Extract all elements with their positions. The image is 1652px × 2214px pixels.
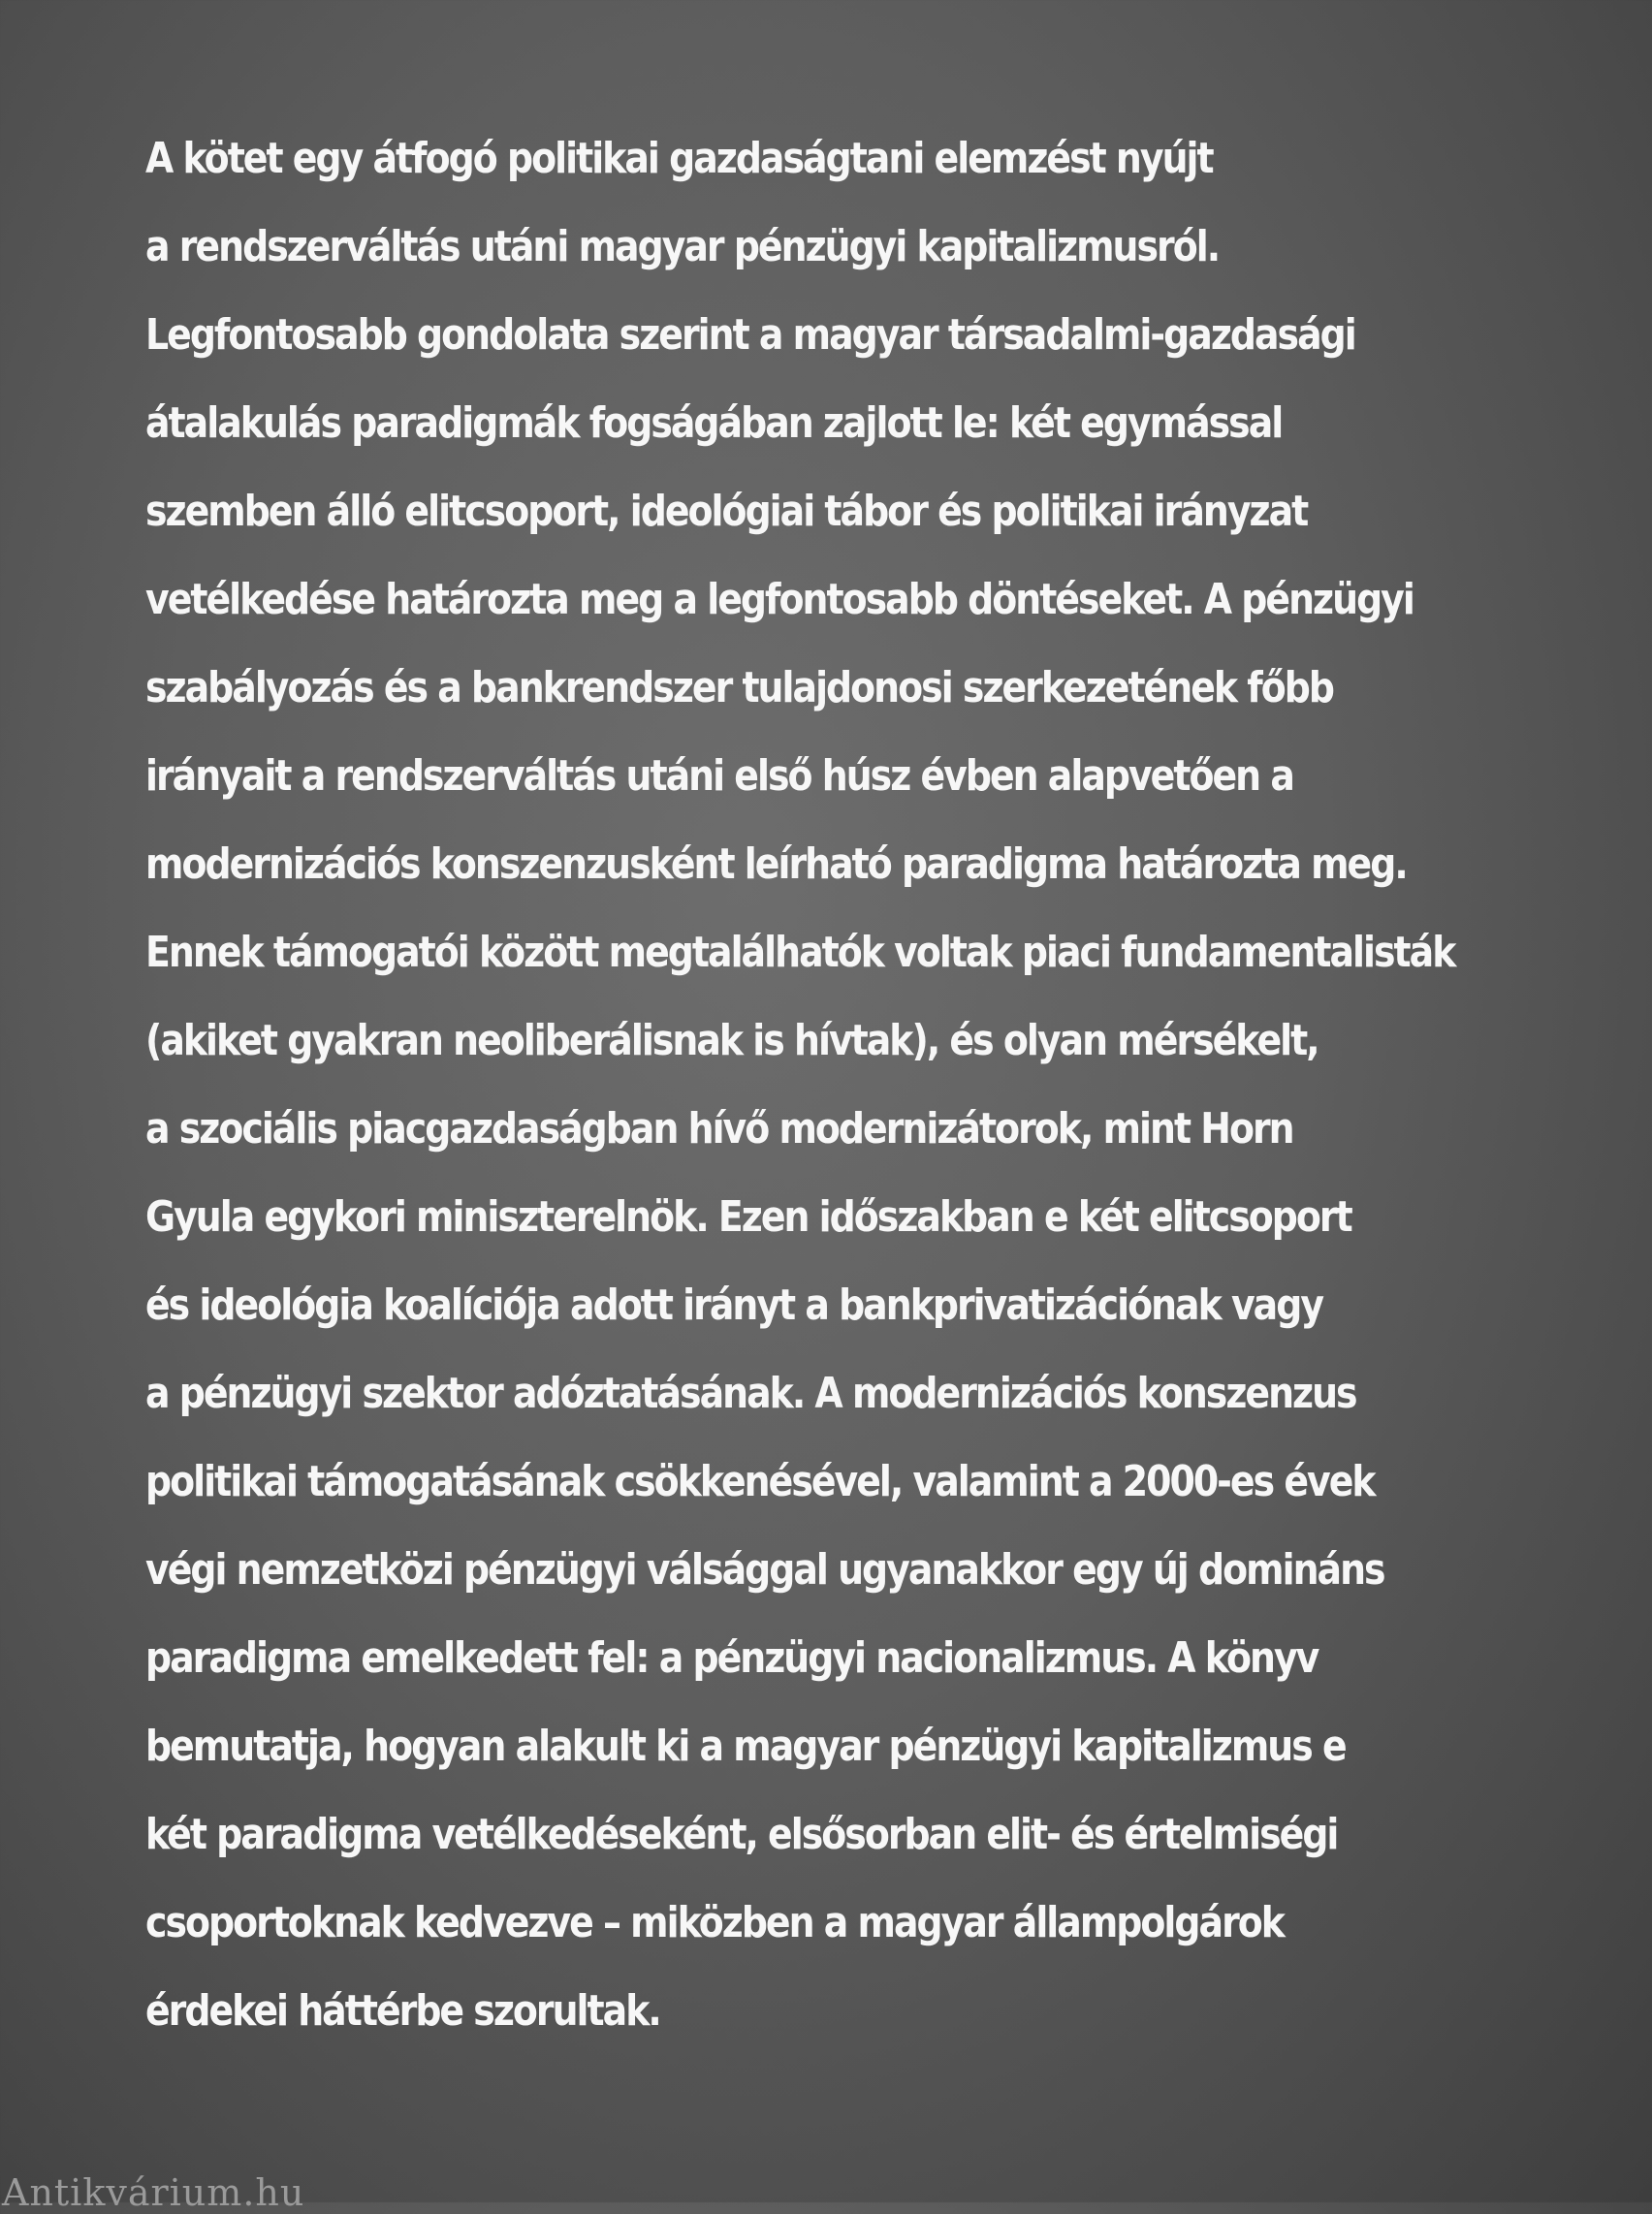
blurb-line: politikai támogatásának csökkenésével, valamint a 2000-es évek bbox=[145, 1457, 1375, 1506]
blurb-line: a rendszerváltás utáni magyar pénzügyi kapitalizmusról. bbox=[145, 222, 1220, 271]
blurb-line: szabályozás és a bankrendszer tulajdonosi szerkezetének főbb bbox=[145, 663, 1334, 712]
watermark: Antikvárium.hu bbox=[2, 2171, 305, 2214]
blurb-line: két paradigma vetélkedéseként, elsősorban elit- és értelmiségi bbox=[145, 1810, 1338, 1859]
blurb-line: végi nemzetközi pénzügyi válsággal ugyanakkor egy új domináns bbox=[145, 1545, 1384, 1595]
blurb-line: a szociális piacgazdaságban hívő modernizátorok, mint Horn bbox=[145, 1104, 1293, 1154]
blurb-line: paradigma emelkedett fel: a pénzügyi nacionalizmus. A könyv bbox=[145, 1633, 1318, 1683]
blurb-line: Legfontosabb gondolata szerint a magyar társadalmi-gazdasági bbox=[145, 310, 1355, 360]
blurb-line: modernizációs konszenzusként leírható paradigma határozta meg. bbox=[145, 839, 1407, 889]
blurb-line: irányait a rendszerváltás utáni első húsz évben alapvetően a bbox=[145, 751, 1293, 801]
blurb-paragraph bbox=[145, 114, 1580, 2055]
blurb-line: vetélkedése határozta meg a legfontosabb döntéseket. A pénzügyi bbox=[145, 575, 1414, 624]
blurb-line: (akiket gyakran neoliberálisnak is hívtak), és olyan mérsékelt, bbox=[145, 1016, 1318, 1065]
blurb-line: érdekei háttérbe szorultak. bbox=[145, 1986, 660, 2036]
blurb-line: Ennek támogatói között megtalálhatók voltak piaci fundamentalisták bbox=[145, 928, 1455, 977]
blurb-line: és ideológia koalíciója adott irányt a bankprivatizációnak vagy bbox=[145, 1281, 1323, 1330]
blurb-line: A kötet egy átfogó politikai gazdaságtani elemzést nyújt bbox=[145, 134, 1213, 183]
blurb-line: a pénzügyi szektor adóztatásának. A modernizációs konszenzus bbox=[145, 1369, 1356, 1418]
blurb-line: átalakulás paradigmák fogságában zajlott le: két egymással bbox=[145, 398, 1283, 448]
blurb-line: csoportoknak kedvezve – miközben a magyar állampolgárok bbox=[145, 1898, 1284, 1947]
blurb-line: szemben álló elitcsoport, ideológiai tábor és politikai irányzat bbox=[145, 487, 1308, 536]
blurb-line: bemutatja, hogyan alakult ki a magyar pénzügyi kapitalizmus e bbox=[145, 1722, 1346, 1771]
blurb-line: Gyula egykori miniszterelnök. Ezen időszakban e két elitcsoport bbox=[145, 1192, 1351, 1242]
